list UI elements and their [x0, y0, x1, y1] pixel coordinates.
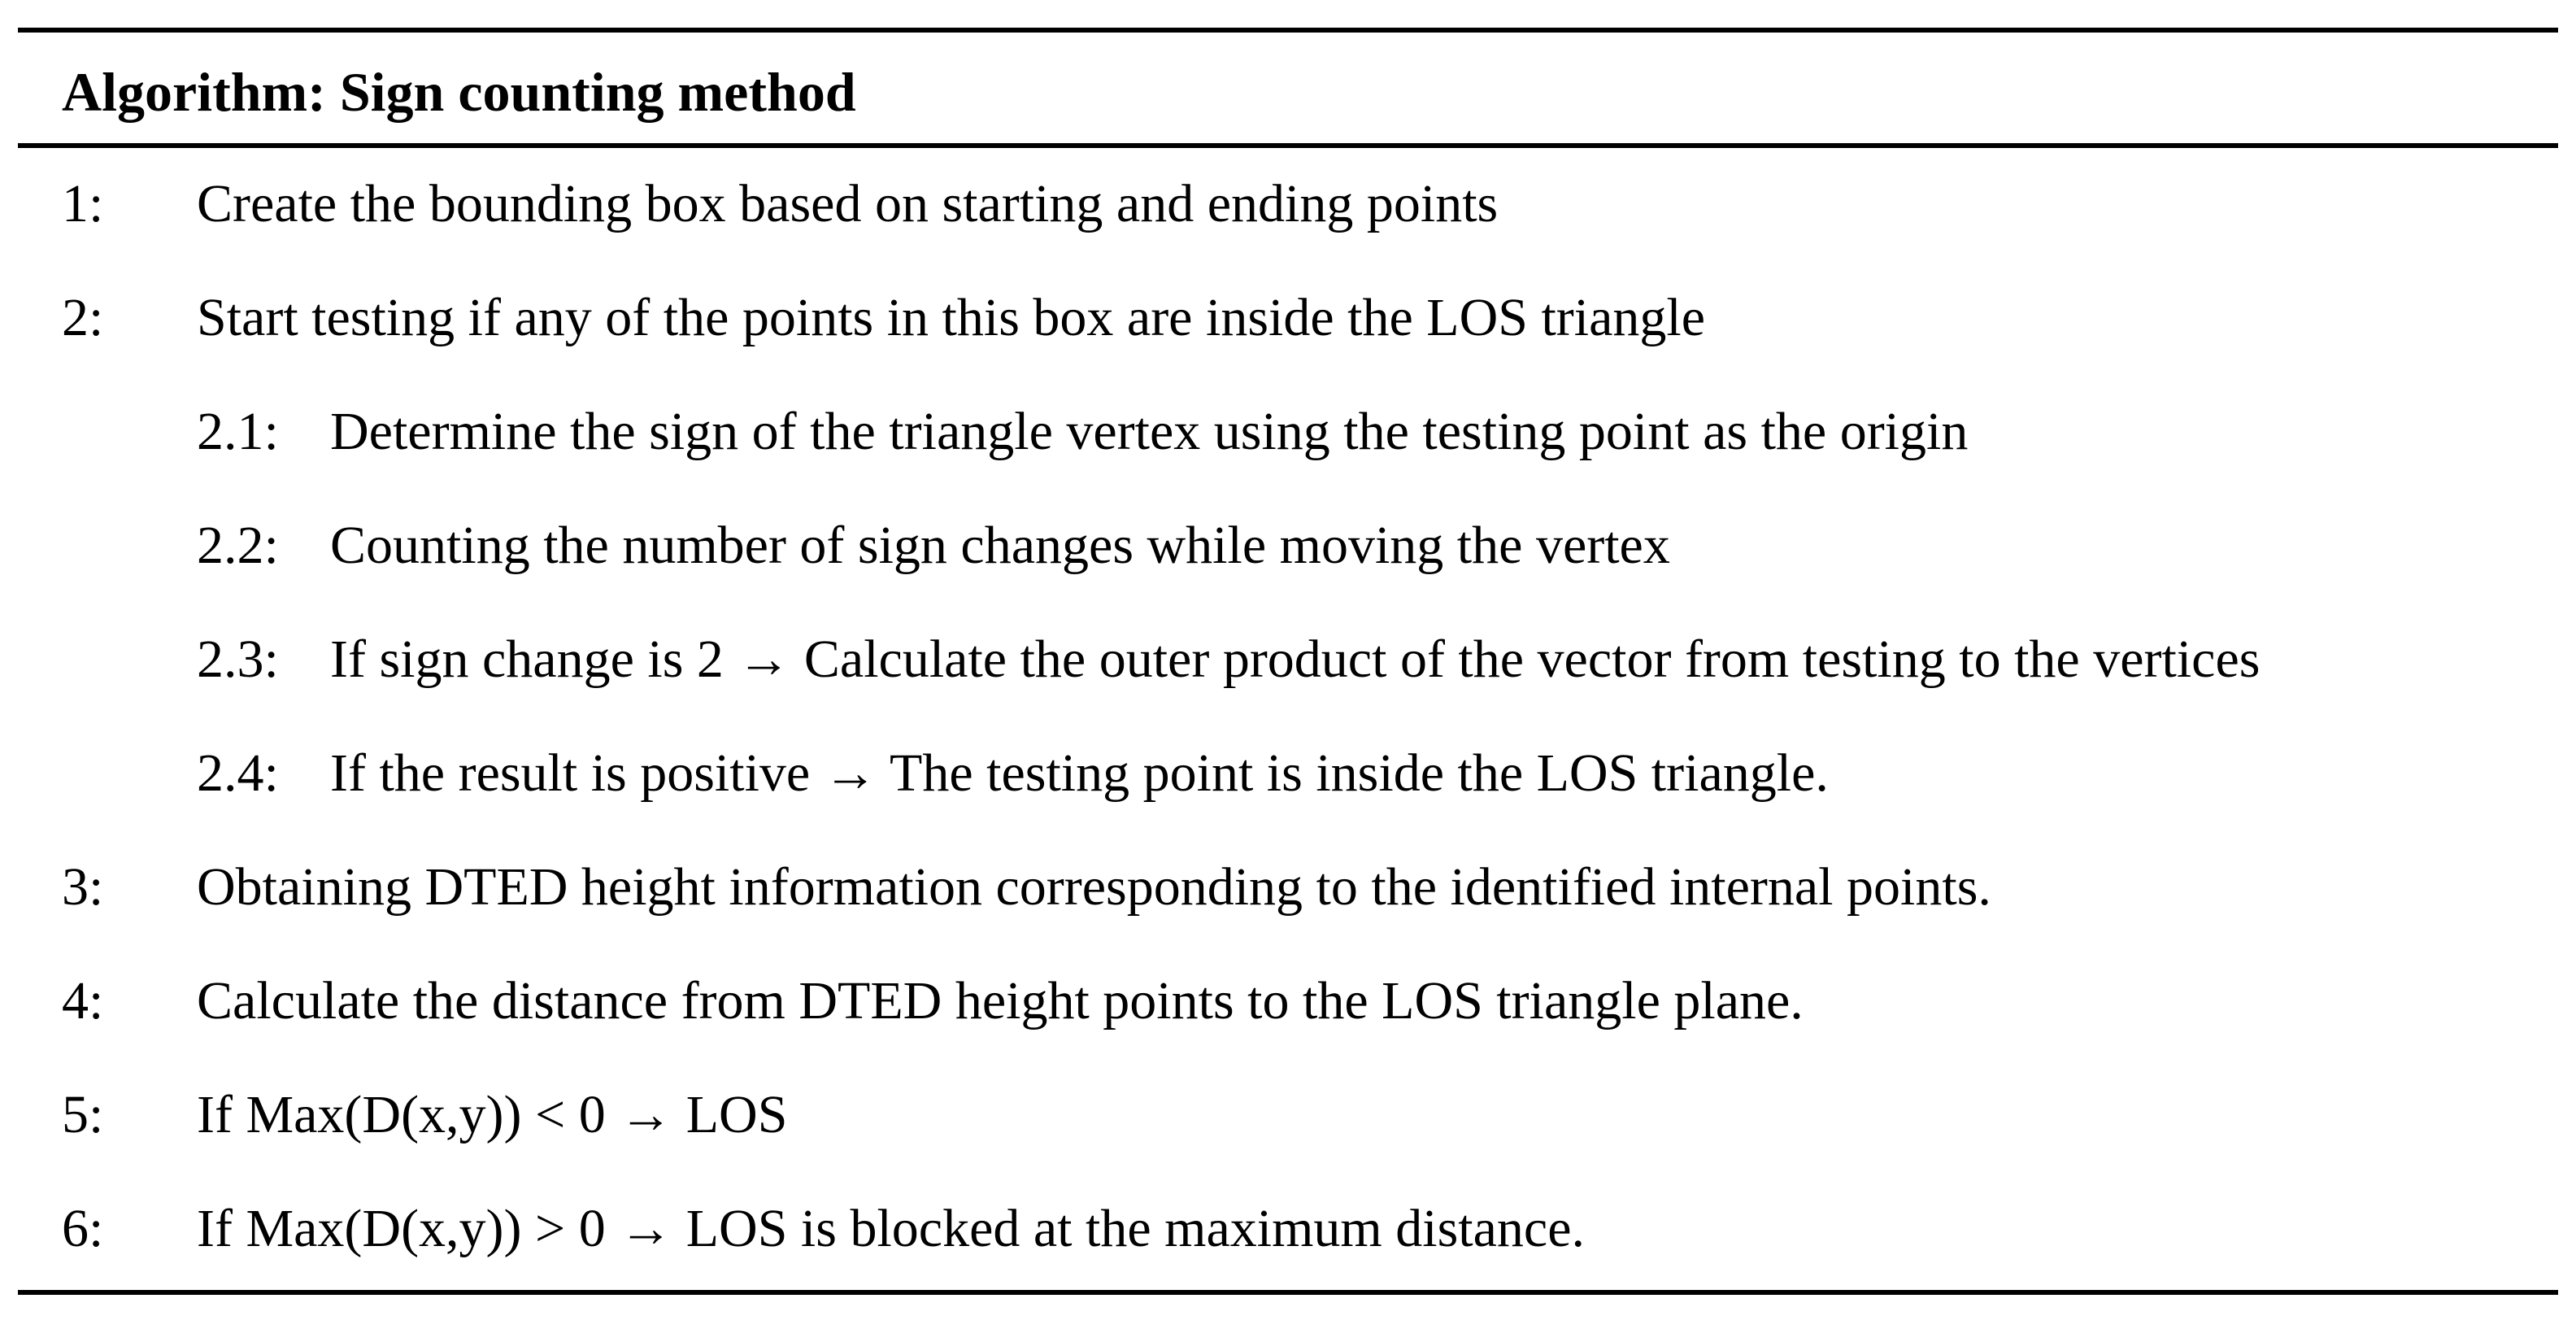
step-number: 1: — [62, 174, 104, 233]
substep-text: If the result is positive → The testing point is inside the LOS triangle. — [330, 743, 1829, 803]
substep-row — [18, 509, 2558, 582]
step-number: 6: — [62, 1199, 104, 1258]
substep-row — [18, 623, 2558, 696]
bottom-rule — [18, 1290, 2558, 1295]
step-number: 5: — [62, 1085, 104, 1144]
step-text: Calculate the distance from DTED height points to the LOS triangle plane. — [197, 971, 1804, 1030]
substep-text: Counting the number of sign changes while moving the vertex — [330, 516, 1670, 575]
step-row — [18, 168, 2558, 241]
step-text: Obtaining DTED height information corresponding to the identified internal points. — [197, 857, 1991, 917]
step-text: If Max(D(x,y)) > 0 → LOS is blocked at the maximum distance. — [197, 1199, 1586, 1258]
step-row — [18, 1078, 2558, 1152]
step-number: 4: — [62, 971, 104, 1030]
substep-number: 2.4: — [197, 743, 279, 803]
step-text: Start testing if any of the points in this box are inside the LOS triangle — [197, 288, 1706, 347]
step-text: If Max(D(x,y)) < 0 → LOS — [197, 1085, 788, 1144]
step-row — [18, 281, 2558, 355]
algorithm-title: Algorithm: Sign counting method — [62, 61, 856, 123]
substep-number: 2.2: — [197, 516, 279, 575]
substep-text: If sign change is 2 → Calculate the outer product of the vector from testing to the vertices — [330, 630, 2261, 689]
top-rule — [18, 28, 2558, 33]
substep-text: Determine the sign of the triangle vertex using the testing point as the origin — [330, 402, 1969, 461]
step-row — [18, 965, 2558, 1038]
substep-number: 2.3: — [197, 630, 279, 689]
step-row — [18, 851, 2558, 924]
algorithm-box — [18, 0, 2558, 1342]
step-number: 3: — [62, 857, 104, 917]
substep-number: 2.1: — [197, 402, 279, 461]
step-number: 2: — [62, 288, 104, 347]
step-text: Create the bounding box based on starting and ending points — [197, 174, 1499, 233]
substep-row — [18, 737, 2558, 810]
header-rule — [18, 143, 2558, 148]
step-row — [18, 1192, 2558, 1266]
substep-row — [18, 395, 2558, 468]
